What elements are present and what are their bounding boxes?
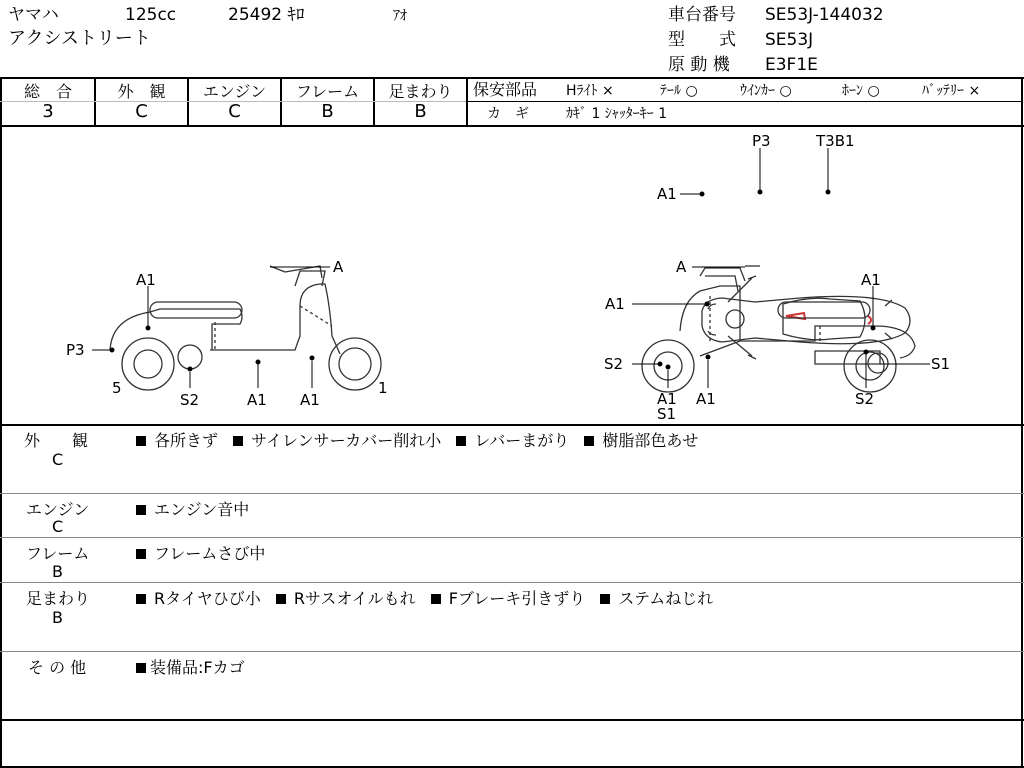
right-label-a1-bottom: A1 — [657, 390, 677, 408]
frame-section-grade: B — [52, 562, 63, 581]
engine-model-value: E3F1E — [765, 55, 818, 75]
frame-items — [136, 541, 265, 564]
overall-label: 総 合 — [23, 82, 72, 101]
bullet-icon — [431, 594, 441, 604]
other-section-label: そ の 他 — [28, 658, 87, 677]
exterior-item: 各所きず — [154, 431, 219, 450]
top-label-t3b1: T3B1 — [816, 132, 855, 150]
suspension-section-label: 足まわり — [26, 589, 91, 608]
overall-grade: 3 — [42, 101, 54, 122]
left-label-a1-right: A1 — [300, 391, 320, 409]
engine-section-label: エンジン — [26, 500, 90, 519]
frame-section-label: フレーム — [26, 544, 90, 563]
bullet-icon — [136, 436, 146, 446]
right-label-s1-bottom: S1 — [657, 405, 677, 423]
engine-section-grade: C — [52, 517, 64, 536]
engine-grade: C — [228, 101, 241, 122]
damage-diagram — [0, 126, 1022, 424]
bullet-icon — [136, 663, 146, 673]
right-label-s1-right: S1 — [931, 355, 951, 373]
bullet-icon — [233, 436, 243, 446]
bullet-icon — [456, 436, 466, 446]
right-label-s2-right: S2 — [855, 390, 875, 408]
exterior-grade: C — [135, 101, 148, 122]
engine-label: エンジン — [202, 82, 267, 101]
frame-label: フレーム — [295, 82, 360, 101]
suspension-section-grade: B — [52, 608, 63, 627]
mileage: 25492 ｷﾛ — [228, 5, 305, 25]
exterior-item: サイレンサーカバー削れ小 — [251, 431, 442, 450]
other-item: 装備品:Fカゴ — [150, 658, 245, 677]
left-label-1: 1 — [378, 379, 388, 397]
frame-number: SE53J-144032 — [765, 5, 884, 25]
bullet-icon — [584, 436, 594, 446]
suspension-item: ステムねじれ — [618, 589, 714, 608]
displacement: 125cc — [125, 5, 177, 25]
other-items — [136, 655, 245, 678]
exterior-section-label: 外 観 — [24, 431, 89, 450]
right-label-a: A — [676, 258, 687, 276]
frame-number-label: 車台番号 — [668, 5, 736, 25]
key-label: カ ギ — [487, 106, 529, 122]
tail-status: ﾃｰﾙ ○ — [660, 83, 698, 99]
suspension-grade: B — [414, 101, 427, 122]
top-label-a1: A1 — [657, 185, 677, 203]
headlight-status: Hﾗｲﾄ × — [566, 83, 614, 99]
left-label-p3: P3 — [66, 341, 85, 359]
right-label-s2-left: S2 — [604, 355, 624, 373]
model-name: アクシストリート — [8, 28, 151, 49]
exterior-items — [136, 428, 698, 451]
suspension-item: Rサスオイルもれ — [293, 589, 416, 608]
exterior-label: 外 観 — [117, 82, 166, 101]
left-label-5: 5 — [112, 379, 122, 397]
exterior-item: レバーまがり — [474, 431, 570, 450]
suspension-item: Fブレーキ引きずり — [448, 589, 586, 608]
exterior-section-grade: C — [52, 450, 64, 469]
right-label-a1-top: A1 — [861, 271, 881, 289]
bullet-icon — [136, 505, 146, 515]
color: ｱｵ — [393, 8, 407, 24]
maker: ヤマハ — [8, 5, 59, 25]
engine-items — [136, 497, 249, 520]
type-value: SE53J — [765, 30, 814, 50]
exterior-item: 樹脂部色あせ — [602, 431, 699, 450]
bullet-icon — [600, 594, 610, 604]
safety-label: 保安部品 — [473, 80, 538, 99]
bullet-icon — [276, 594, 286, 604]
left-label-a1-mid: A1 — [247, 391, 267, 409]
winker-status: ｳｲﾝｶｰ ○ — [740, 83, 792, 99]
suspension-items — [136, 586, 713, 609]
top-label-p3: P3 — [752, 132, 771, 150]
type-label: 型 式 — [668, 30, 736, 50]
frame-item: フレームさび中 — [154, 544, 266, 563]
left-label-a1-top: A1 — [136, 271, 156, 289]
battery-status: ﾊﾞｯﾃﾘｰ × — [922, 83, 981, 99]
key-value: ｶｷﾞ 1 ｼｬｯﾀｰｷｰ 1 — [566, 106, 668, 122]
suspension-item: Rタイヤひび小 — [154, 589, 261, 608]
bullet-icon — [136, 594, 146, 604]
right-label-a1-left: A1 — [605, 295, 625, 313]
suspension-label: 足まわり — [388, 82, 453, 101]
engine-model-label: 原 動 機 — [668, 55, 730, 75]
frame-grade: B — [321, 101, 334, 122]
engine-item: エンジン音中 — [154, 500, 250, 519]
bullet-icon — [136, 549, 146, 559]
right-label-a1-mid: A1 — [696, 390, 716, 408]
left-label-a: A — [333, 258, 344, 276]
horn-status: ﾎｰﾝ ○ — [842, 83, 880, 99]
left-label-s2: S2 — [180, 391, 200, 409]
